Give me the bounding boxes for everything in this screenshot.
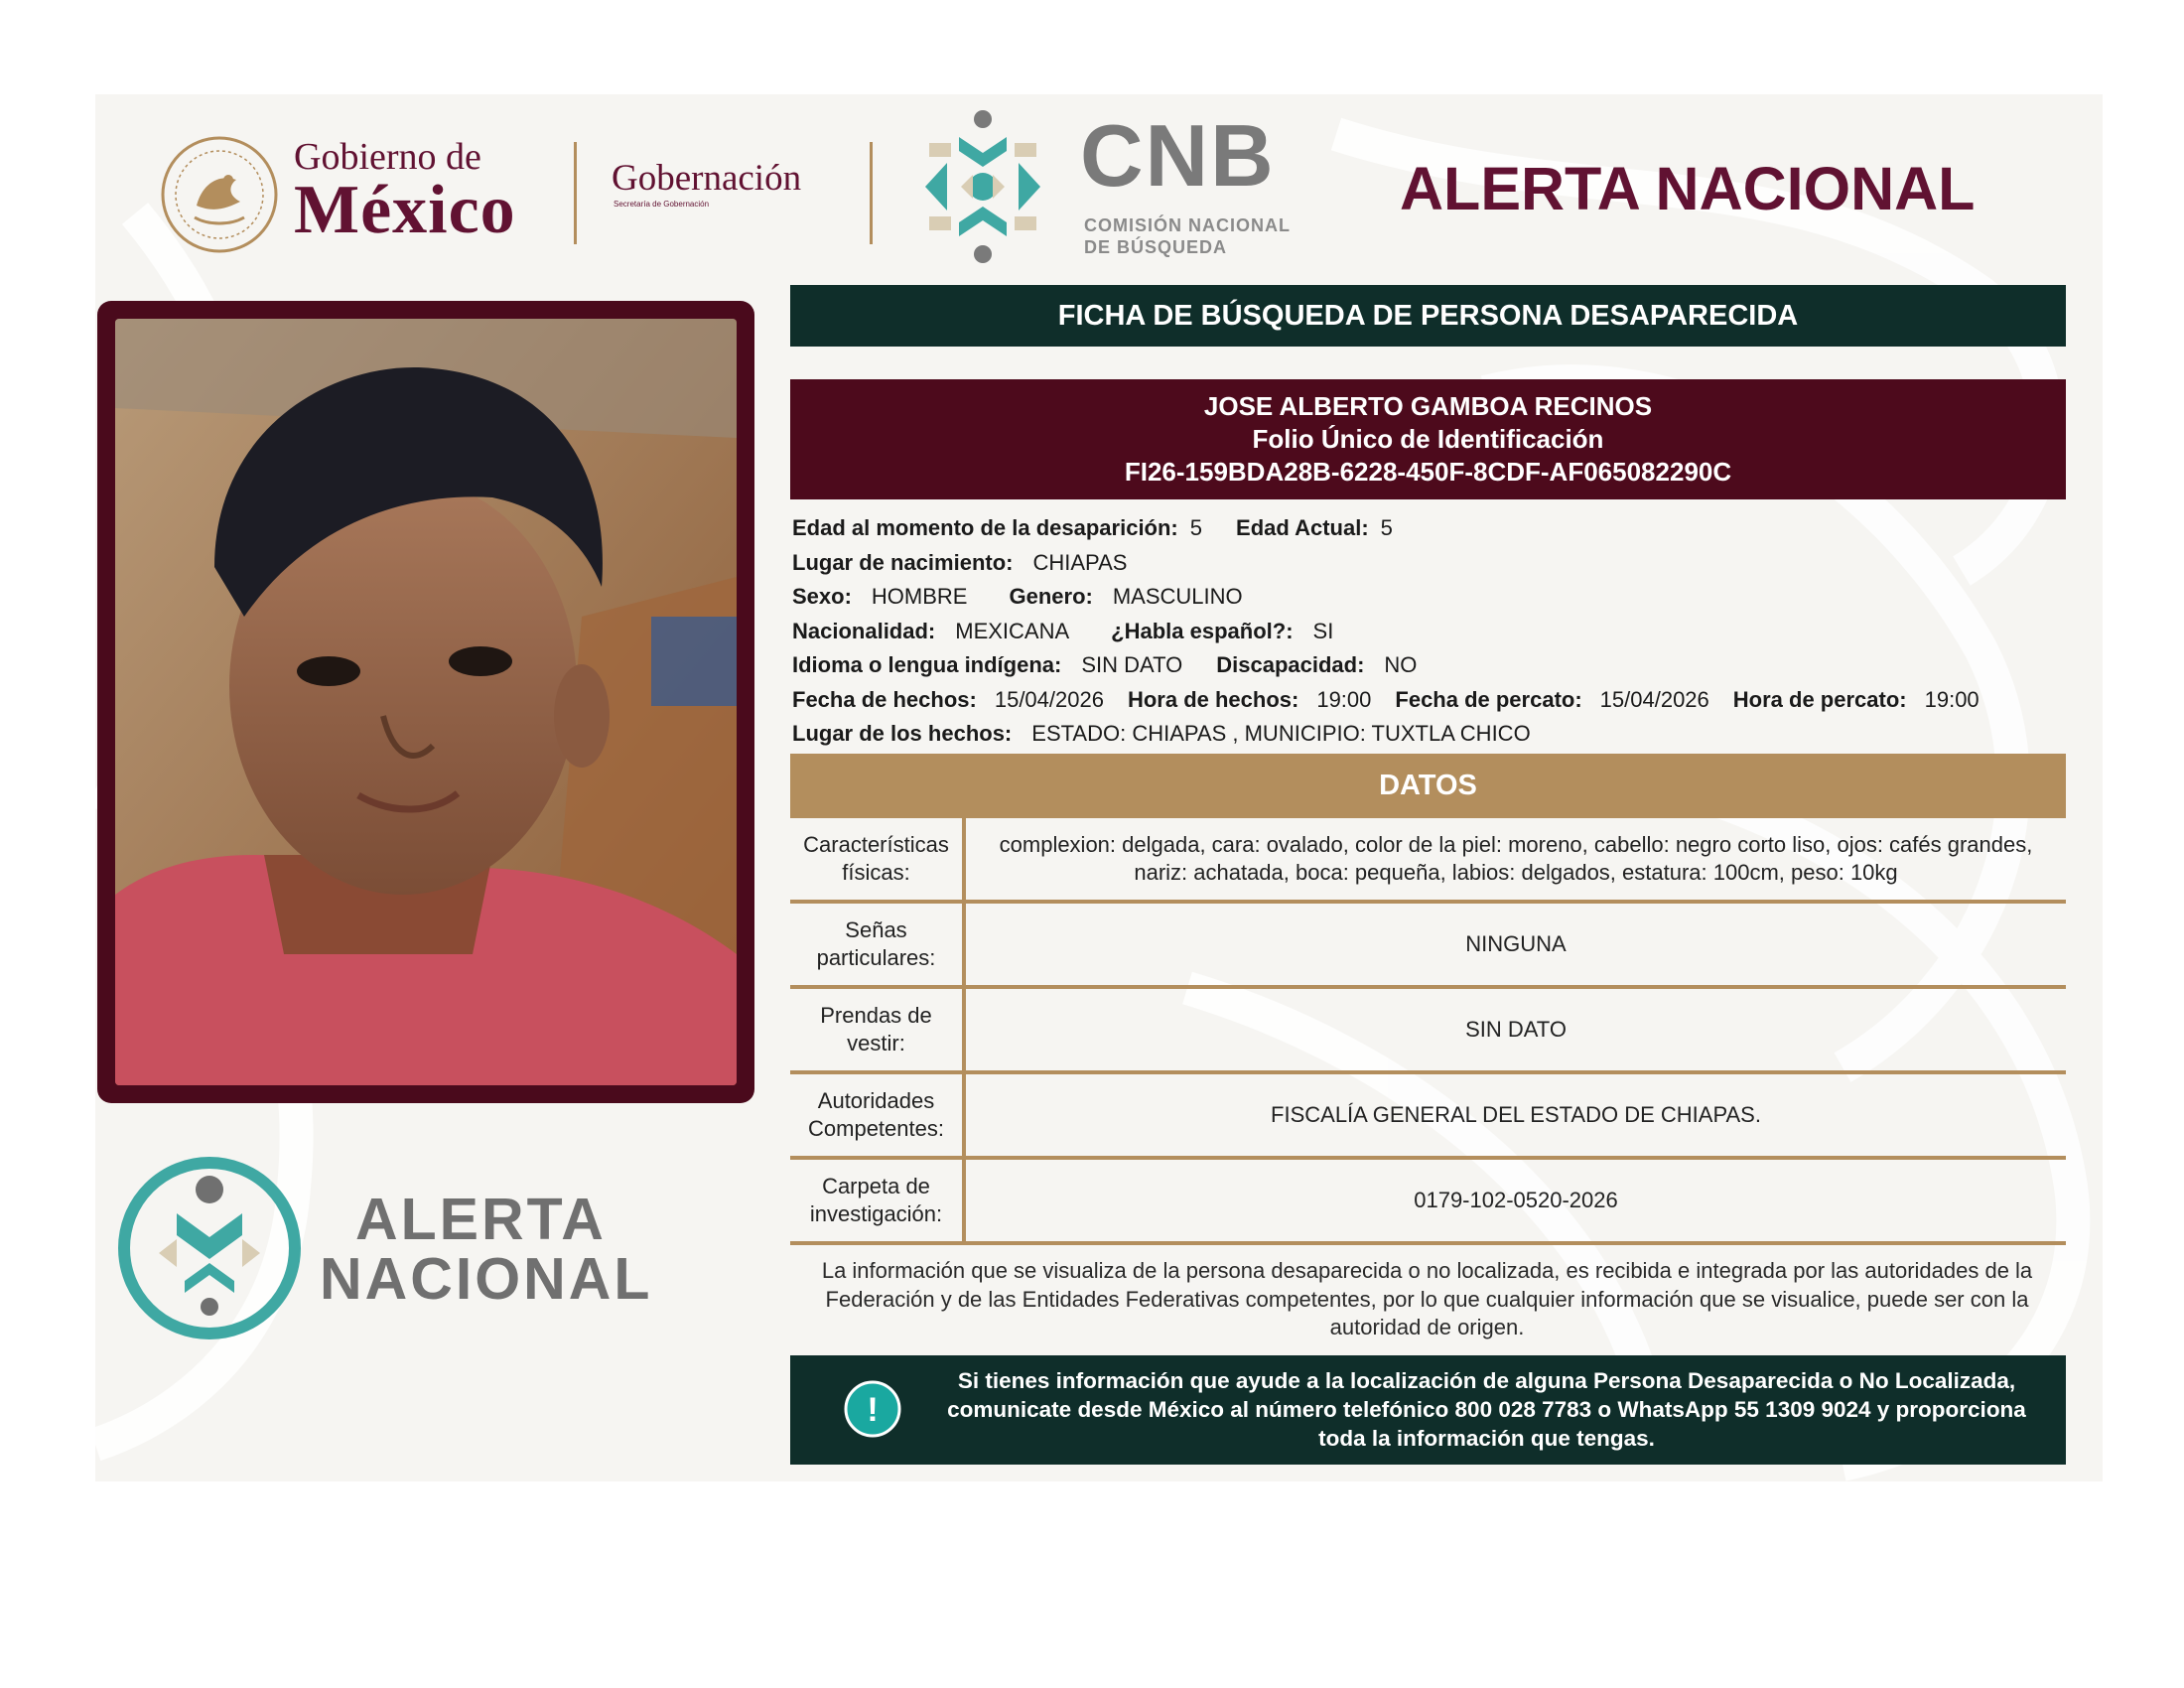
- missing-person-photo: [115, 319, 737, 1085]
- datos-table: [790, 818, 2066, 1245]
- info-row: [792, 546, 2068, 581]
- fecha-hechos-label: Fecha de hechos:: [792, 686, 977, 712]
- person-header: [790, 379, 2066, 499]
- carpeta-label: Carpeta de investigación:: [790, 1158, 964, 1243]
- ficha-title-bar: FICHA DE BÚSQUEDA DE PERSONA DESAPARECIDA: [790, 285, 2066, 347]
- gobierno-de-mexico-logo: [294, 136, 562, 248]
- lugar-hechos-value: ESTADO: CHIAPAS , MUNICIPIO: TUXTLA CHICO: [1031, 721, 1531, 746]
- genero-label: Genero:: [1009, 584, 1093, 609]
- gobernacion-subtitle: Secretaría de Gobernación: [614, 200, 710, 209]
- hora-hechos-label: Hora de hechos:: [1127, 686, 1299, 712]
- edad-desaparicion-label: Edad al momento de la desaparición:: [792, 515, 1178, 540]
- exclamation-icon: [843, 1379, 902, 1439]
- header-divider: [870, 142, 873, 244]
- habla-espanol-value: SI: [1312, 618, 1334, 643]
- disclaimer-text: La información que se visualiza de la persona desaparecida o no localizada, es recibida e integrada por las autoridades de la Federación y de las Entidades Federativas competentes, por lo que cualquier información que se visualice, puede ser con la autoridad de origen.: [821, 1258, 2033, 1339]
- fecha-hechos-value: 15/04/2026: [994, 686, 1104, 712]
- carpeta-value: 0179-102-0520-2026: [964, 1158, 2066, 1243]
- gobierno-line2: México: [294, 172, 516, 248]
- discapacidad-label: Discapacidad:: [1216, 652, 1365, 677]
- idioma-label: Idioma o lengua indígena:: [792, 652, 1062, 677]
- cnb-subtitle-line1: COMISIÓN NACIONAL: [1084, 215, 1291, 235]
- discapacidad-value: NO: [1384, 652, 1418, 677]
- sexo-value: HOMBRE: [871, 584, 968, 609]
- person-name: JOSE ALBERTO GAMBOA RECINOS: [1203, 391, 1653, 421]
- fecha-percato-value: 15/04/2026: [1599, 686, 1709, 712]
- cnb-logo-icon: [903, 107, 1062, 266]
- info-row: [792, 580, 2068, 615]
- senas-label: Señas particulares:: [790, 902, 964, 987]
- table-row: [790, 1072, 2066, 1158]
- cnb-subtitle-line2: DE BÚSQUEDA: [1084, 237, 1228, 257]
- cnb-title: CNB: [1080, 106, 1276, 205]
- nacionalidad-value: MEXICANA: [955, 618, 1070, 643]
- logo-line1: ALERTA: [355, 1187, 607, 1252]
- table-row: [790, 987, 2066, 1072]
- lugar-hechos-label: Lugar de los hechos:: [792, 721, 1013, 746]
- info-row: [792, 717, 2068, 752]
- info-row: [792, 683, 2068, 718]
- table-row: [790, 1158, 2066, 1243]
- hora-percato-label: Hora de percato:: [1732, 686, 1907, 712]
- cnb-subtitle: [1084, 214, 1291, 258]
- caracteristicas-label: Características físicas:: [790, 818, 964, 902]
- nacionalidad-label: Nacionalidad:: [792, 618, 936, 643]
- logo-line2: NACIONAL: [320, 1246, 653, 1312]
- fecha-percato-label: Fecha de percato:: [1395, 686, 1582, 712]
- info-row: [792, 648, 2068, 683]
- info-row: [792, 511, 2068, 546]
- prendas-label: Prendas de vestir:: [790, 987, 964, 1072]
- mexico-coat-of-arms-icon: [159, 134, 280, 255]
- caracteristicas-value: complexion: delgada, cara: ovalado, color de la piel: moreno, cabello: negro corto liso, ojos: cafés grandes, nariz: achatada, boca: pequeña, labios: delgados, estatura: 100cm, peso: 10kg: [964, 818, 2066, 902]
- lugar-nacimiento-value: CHIAPAS: [1032, 549, 1128, 575]
- folio-label: Folio Único de Identificación: [1252, 424, 1604, 454]
- genero-value: MASCULINO: [1112, 584, 1243, 609]
- alerta-nacional-logo-icon: [115, 1154, 304, 1342]
- person-info: [792, 511, 2068, 752]
- edad-actual-value: 5: [1380, 515, 1393, 540]
- idioma-value: SIN DATO: [1081, 652, 1183, 677]
- alerta-nacional-title: ALERTA NACIONAL: [1400, 155, 1976, 222]
- info-row: [792, 615, 2068, 649]
- hora-percato-value: 19:00: [1924, 686, 1979, 712]
- senas-value: NINGUNA: [964, 902, 2066, 987]
- gobernacion-logo: Gobernación: [612, 158, 802, 199]
- table-row: [790, 818, 2066, 902]
- edad-actual-label: Edad Actual:: [1236, 515, 1369, 540]
- contact-text: Si tienes información que ayude a la localización de alguna Persona Desaparecida o No Localizada, comunicate desde México al número telefónico 800 028 7783 o WhatsApp 55 1309 9024 y proporciona toda la información que tengas.: [947, 1368, 2026, 1451]
- table-row: [790, 902, 2066, 987]
- autoridades-label: Autoridades Competentes:: [790, 1072, 964, 1158]
- gobierno-line1: Gobierno de: [294, 136, 481, 178]
- sexo-label: Sexo:: [792, 584, 852, 609]
- prendas-value: SIN DATO: [964, 987, 2066, 1072]
- autoridades-value: FISCALÍA GENERAL DEL ESTADO DE CHIAPAS.: [964, 1072, 2066, 1158]
- lugar-nacimiento-label: Lugar de nacimiento:: [792, 549, 1014, 575]
- header-divider: [574, 142, 577, 244]
- exclamation-glyph: !: [867, 1391, 879, 1429]
- habla-espanol-label: ¿Habla español?:: [1111, 618, 1294, 643]
- datos-header: DATOS: [790, 754, 2066, 818]
- alerta-nacional-logo-text: [320, 1187, 677, 1312]
- edad-desaparicion-value: 5: [1189, 515, 1203, 540]
- hora-hechos-value: 19:00: [1316, 686, 1372, 712]
- folio-value: FI26-159BDA28B-6228-450F-8CDF-AF065082290C: [1124, 457, 1732, 487]
